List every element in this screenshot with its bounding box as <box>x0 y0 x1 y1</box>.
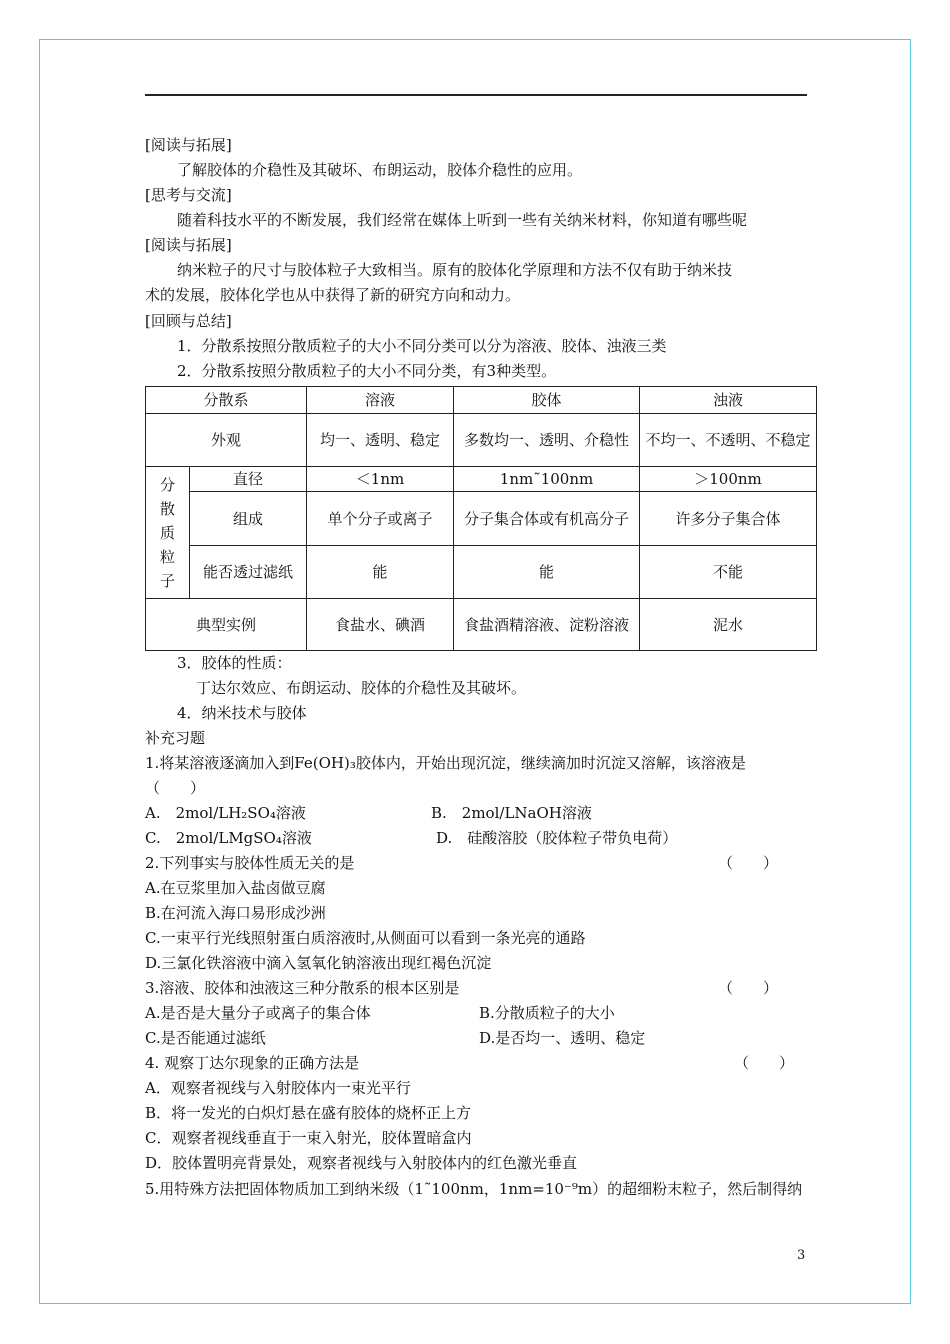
table-header-cell: 分散系 <box>146 387 307 414</box>
think-text: 随着科技水平的不断发展，我们经常在媒体上听到一些有关纳米材料，你知道有哪些呢 <box>177 211 748 229</box>
table-cell: 不能 <box>640 546 817 599</box>
question-3-paren: （ ） <box>718 979 779 997</box>
reading-1-text: 了解胶体的介稳性及其破坏、布朗运动，胶体介稳性的应用。 <box>177 161 583 179</box>
table-cell: 均一、透明、稳定 <box>307 414 454 467</box>
table-row <box>146 599 817 651</box>
question-1-option-d: D. 硅酸溶胶（胶体粒子带负电荷） <box>436 829 678 847</box>
table-cell: ＞100nm <box>640 467 817 492</box>
table-row <box>146 492 817 546</box>
question-2-stem: 2.下列事实与胶体性质无关的是 <box>145 854 355 872</box>
table-cell: 分子集合体或有机高分子 <box>454 492 640 546</box>
reading-2-line-1: 纳米粒子的尺寸与胶体粒子大致相当。原有的胶体化学原理和方法不仅有助于纳米技 <box>177 261 733 279</box>
table-row <box>146 387 817 414</box>
colloid-properties-heading: 3．胶体的性质： <box>177 654 292 672</box>
table-cell: 能否透过滤纸 <box>190 546 307 599</box>
table-cell: 外观 <box>146 414 307 467</box>
particle-char: 分 <box>159 475 175 494</box>
question-4-option-b: B．将一发光的白炽灯悬在盛有胶体的烧杯正上方 <box>145 1104 472 1122</box>
table-row <box>146 467 817 492</box>
question-4-option-d: D．胶体置明亮背景处，观察者视线与入射胶体内的红色激光垂直 <box>145 1154 578 1172</box>
question-1-option-c: C. 2mol/LMgSO₄溶液 <box>145 829 312 847</box>
review-item-2: 2．分散系按照分散质粒子的大小不同分类，有3种类型。 <box>177 362 557 380</box>
table-cell: 组成 <box>190 492 307 546</box>
question-4-option-c: C．观察者视线垂直于一束入射光，胶体置暗盒内 <box>145 1129 472 1147</box>
section-think: [思考与交流] <box>145 186 232 204</box>
question-3-option-d: D.是否均一、透明、稳定 <box>479 1029 646 1047</box>
question-1-stem: 1.将某溶液逐滴加入到Fe(OH)₃胶体内，开始出现沉淀，继续滴加时沉淀又溶解，该溶液是 <box>145 754 746 772</box>
table-cell: ＜1nm <box>307 467 454 492</box>
table-row <box>146 414 817 467</box>
question-3-option-a: A.是否是大量分子或离子的集合体 <box>145 1004 371 1022</box>
table-header-cell: 胶体 <box>454 387 640 414</box>
particle-char: 子 <box>159 571 175 590</box>
question-4-option-a: A．观察者视线与入射胶体内一束光平行 <box>145 1079 411 1097</box>
nano-colloid-heading: 4．纳米技术与胶体 <box>177 704 307 722</box>
colloid-properties-text: 丁达尔效应、布朗运动、胶体的介稳性及其破坏。 <box>196 679 527 697</box>
section-reading-2: [阅读与拓展] <box>145 236 232 254</box>
question-3-option-c: C.是否能通过滤纸 <box>145 1029 266 1047</box>
table-cell: 多数均一、透明、介稳性 <box>454 414 640 467</box>
table-cell: 许多分子集合体 <box>640 492 817 546</box>
section-review: [回顾与总结] <box>145 312 232 330</box>
table-cell: 典型实例 <box>146 599 307 651</box>
question-3-stem: 3.溶液、胶体和浊液这三种分散系的根本区别是 <box>145 979 460 997</box>
table-cell: 1nm˜100nm <box>454 467 640 492</box>
table-cell: 能 <box>454 546 640 599</box>
question-1-option-b: B. 2mol/LNaOH溶液 <box>431 804 592 822</box>
dispersion-table <box>145 386 817 651</box>
question-3-option-b: B.分散质粒子的大小 <box>479 1004 615 1022</box>
question-2-option-a: A.在豆浆里加入盐卤做豆腐 <box>145 879 326 897</box>
table-cell: 直径 <box>190 467 307 492</box>
particle-char: 粒 <box>159 547 175 566</box>
question-1-paren: （ ） <box>145 779 206 797</box>
question-4-paren: （ ） <box>734 1054 795 1072</box>
question-2-paren: （ ） <box>718 854 779 872</box>
table-cell: 能 <box>307 546 454 599</box>
question-5-stem: 5.用特殊方法把固体物质加工到纳米级（1˜100nm，1nm=10⁻⁹m）的超细粉末粒子，然后制得纳 <box>145 1180 803 1198</box>
table-cell: 泥水 <box>640 599 817 651</box>
question-2-option-d: D.三氯化铁溶液中滴入氢氧化钠溶液出现红褐色沉淀 <box>145 954 492 972</box>
section-reading-1: [阅读与拓展] <box>145 136 232 154</box>
exercises-heading: 补充习题 <box>145 729 206 747</box>
table-row <box>146 546 817 599</box>
question-1-option-a: A. 2mol/LH₂SO₄溶液 <box>145 804 306 822</box>
table-cell: 单个分子或离子 <box>307 492 454 546</box>
page-number: 3 <box>797 1248 806 1263</box>
question-4-stem: 4. 观察丁达尔现象的正确方法是 <box>145 1054 360 1072</box>
table-cell: 食盐酒精溶液、淀粉溶液 <box>454 599 640 651</box>
table-header-cell: 溶液 <box>307 387 454 414</box>
particle-char: 散 <box>159 499 175 518</box>
reading-2-line-2: 术的发展，胶体化学也从中获得了新的研究方向和动力。 <box>145 286 521 304</box>
table-cell: 不均一、不透明、不稳定 <box>640 414 817 467</box>
particle-label-cell <box>146 467 190 599</box>
review-item-1: 1．分散系按照分散质粒子的大小不同分类可以分为溶液、胶体、浊液三类 <box>177 337 667 355</box>
header-rule <box>145 94 807 96</box>
particle-char: 质 <box>159 523 175 542</box>
table-header-cell: 浊液 <box>640 387 817 414</box>
question-2-option-b: B.在河流入海口易形成沙洲 <box>145 904 326 922</box>
question-2-option-c: C.一束平行光线照射蛋白质溶液时,从侧面可以看到一条光亮的通路 <box>145 929 586 947</box>
table-cell: 食盐水、碘酒 <box>307 599 454 651</box>
